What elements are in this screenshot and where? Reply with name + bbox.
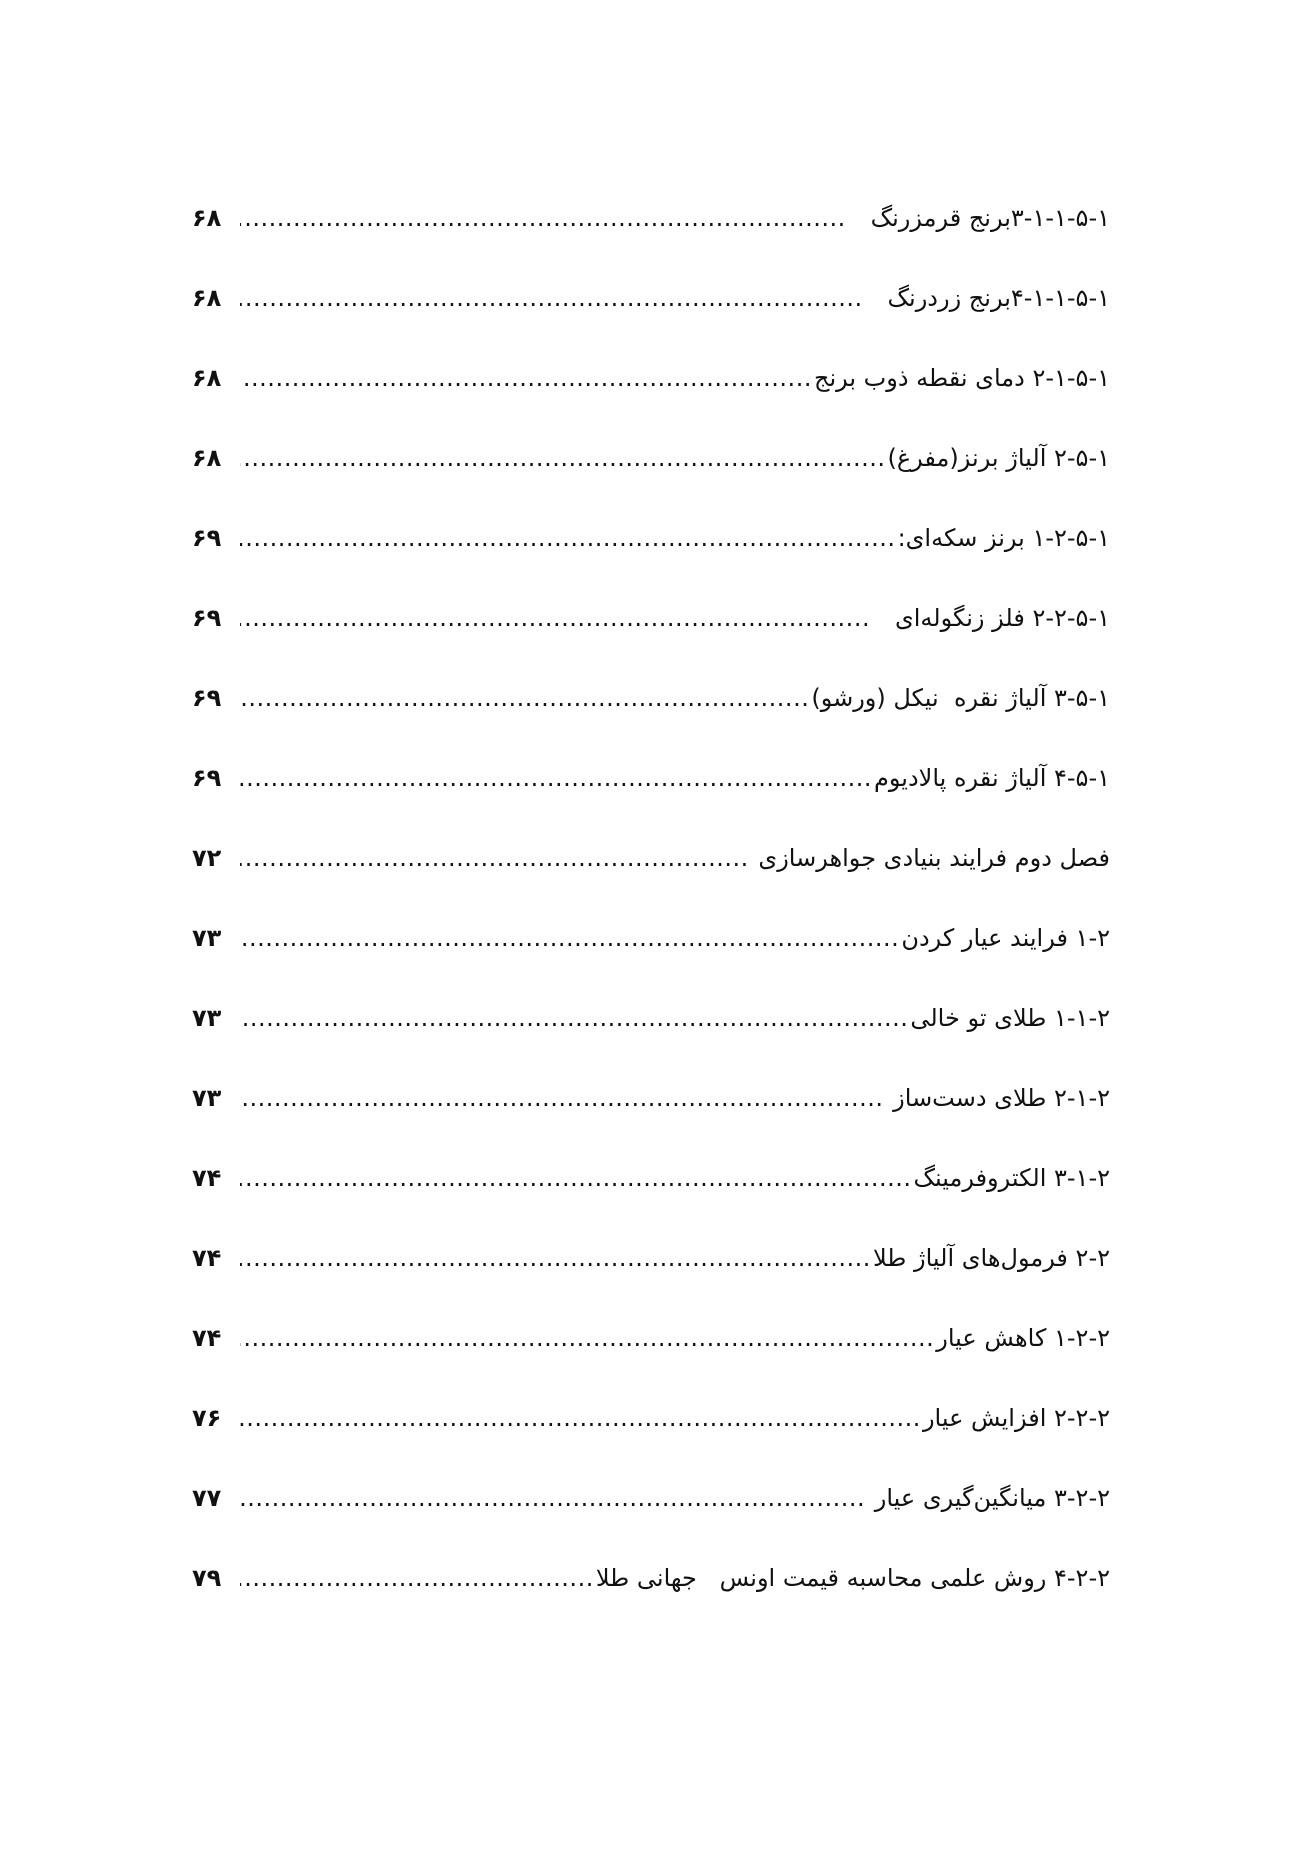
toc-entry-title: ۲-۲ فرمول‌های آلیاژ طلا [872, 1244, 1110, 1272]
toc-entry[interactable] [192, 996, 1110, 1076]
toc-entry-page: ۷۳ [192, 924, 222, 952]
dot-leader [240, 596, 870, 640]
toc-entry[interactable] [192, 356, 1110, 436]
dot-leader [240, 1476, 865, 1520]
toc-entry-page: ۶۹ [192, 604, 222, 632]
toc-entry-title: ۲-۲-۵-۱ فلز زنگوله‌ای [872, 604, 1110, 632]
toc-entry[interactable] [192, 1396, 1110, 1476]
toc-entry-title: ۳-۵-۱ آلیاژ نقره نیکل (ورشو) [811, 684, 1110, 712]
toc-entry-page: ۶۹ [192, 684, 222, 712]
dot-leader [240, 276, 863, 320]
dot-leader [240, 676, 809, 720]
dot-leader [240, 516, 896, 560]
toc-entry-page: ۷۴ [192, 1164, 222, 1192]
toc-entry-title: ۲-۱-۲ طلای دست‌ساز [885, 1084, 1110, 1112]
toc-entry-title: فصل دوم فرایند بنیادی جواهرسازی [750, 844, 1110, 872]
toc-entry[interactable] [192, 436, 1110, 516]
toc-entry-title: ۲-۲-۲ افزایش عیار [922, 1404, 1110, 1432]
toc-entry-page: ۶۸ [192, 284, 222, 312]
dot-leader [240, 1156, 912, 1200]
toc-entry-page: ۶۹ [192, 524, 222, 552]
toc-entry[interactable] [192, 676, 1110, 756]
toc-entry-title: ۳-۲-۲ میانگین‌گیری عیار [867, 1484, 1110, 1512]
toc-entry-page: ۷۶ [192, 1404, 222, 1432]
toc-entry[interactable] [192, 516, 1110, 596]
toc-entry-page: ۷۹ [192, 1564, 222, 1592]
toc-entry[interactable] [192, 1476, 1110, 1556]
toc-entry[interactable] [192, 276, 1110, 356]
toc-entry-page: ۷۳ [192, 1084, 222, 1112]
toc-entry-page: ۷۴ [192, 1324, 222, 1352]
toc-entry-title: ۳-۱-۲ الکتروفرمینگ [913, 1164, 1110, 1192]
toc-entry[interactable] [192, 196, 1110, 276]
toc-entry[interactable] [192, 596, 1110, 676]
toc-entry-title: ۴-۱-۱-۵-۱برنج زردرنگ [864, 284, 1110, 312]
dot-leader [240, 196, 846, 240]
toc-entry-page: ۷۷ [192, 1484, 222, 1512]
toc-entry-title: ۱-۲-۲ کاهش عیار [936, 1324, 1110, 1352]
toc-entry[interactable] [192, 756, 1110, 836]
toc-entry[interactable] [192, 1236, 1110, 1316]
toc-entry-page: ۶۸ [192, 364, 222, 392]
dot-leader [240, 1316, 934, 1360]
dot-leader [240, 916, 899, 960]
dot-leader [240, 1236, 871, 1280]
toc-entry[interactable] [192, 1156, 1110, 1236]
toc-entry-title: ۱-۲ فرایند عیار کردن [901, 924, 1110, 952]
toc-entry[interactable] [192, 916, 1110, 996]
toc-entry-title: ۴-۵-۱ آلیاژ نقره پالادیوم [874, 764, 1110, 792]
dot-leader [240, 1556, 594, 1600]
toc-entry[interactable] [192, 1076, 1110, 1156]
toc-entry-page: ۶۸ [192, 204, 222, 232]
toc-entry[interactable] [192, 1556, 1110, 1636]
table-of-contents [192, 196, 1110, 1636]
toc-entry-title: ۲-۱-۵-۱ دمای نقطه ذوب برنج [813, 364, 1110, 392]
dot-leader [240, 756, 872, 800]
toc-entry-page: ۶۹ [192, 764, 222, 792]
toc-entry-title: ۳-۱-۱-۵-۱برنج قرمزرنگ [847, 204, 1110, 232]
dot-leader [240, 836, 749, 880]
toc-entry-page: ۶۸ [192, 444, 222, 472]
toc-entry[interactable] [192, 1316, 1110, 1396]
toc-entry-page: ۷۴ [192, 1244, 222, 1272]
toc-entry-chapter[interactable] [192, 836, 1110, 916]
dot-leader [240, 1076, 884, 1120]
dot-leader [240, 356, 812, 400]
toc-entry-title: ۱-۱-۲ طلای تو خالی [910, 1004, 1110, 1032]
dot-leader [240, 1396, 921, 1440]
dot-leader [240, 436, 885, 480]
toc-entry-page: ۷۲ [192, 844, 222, 872]
toc-entry-title: ۴-۲-۲ روش علمی محاسبه قیمت اونس جهانی طلا [595, 1564, 1110, 1592]
toc-entry-title: ۱-۲-۵-۱ برنز سکه‌ای: [897, 524, 1110, 552]
toc-entry-page: ۷۳ [192, 1004, 222, 1032]
toc-entry-title: ۲-۵-۱ آلیاژ برنز(مفرغ) [887, 444, 1110, 472]
dot-leader [240, 996, 908, 1040]
